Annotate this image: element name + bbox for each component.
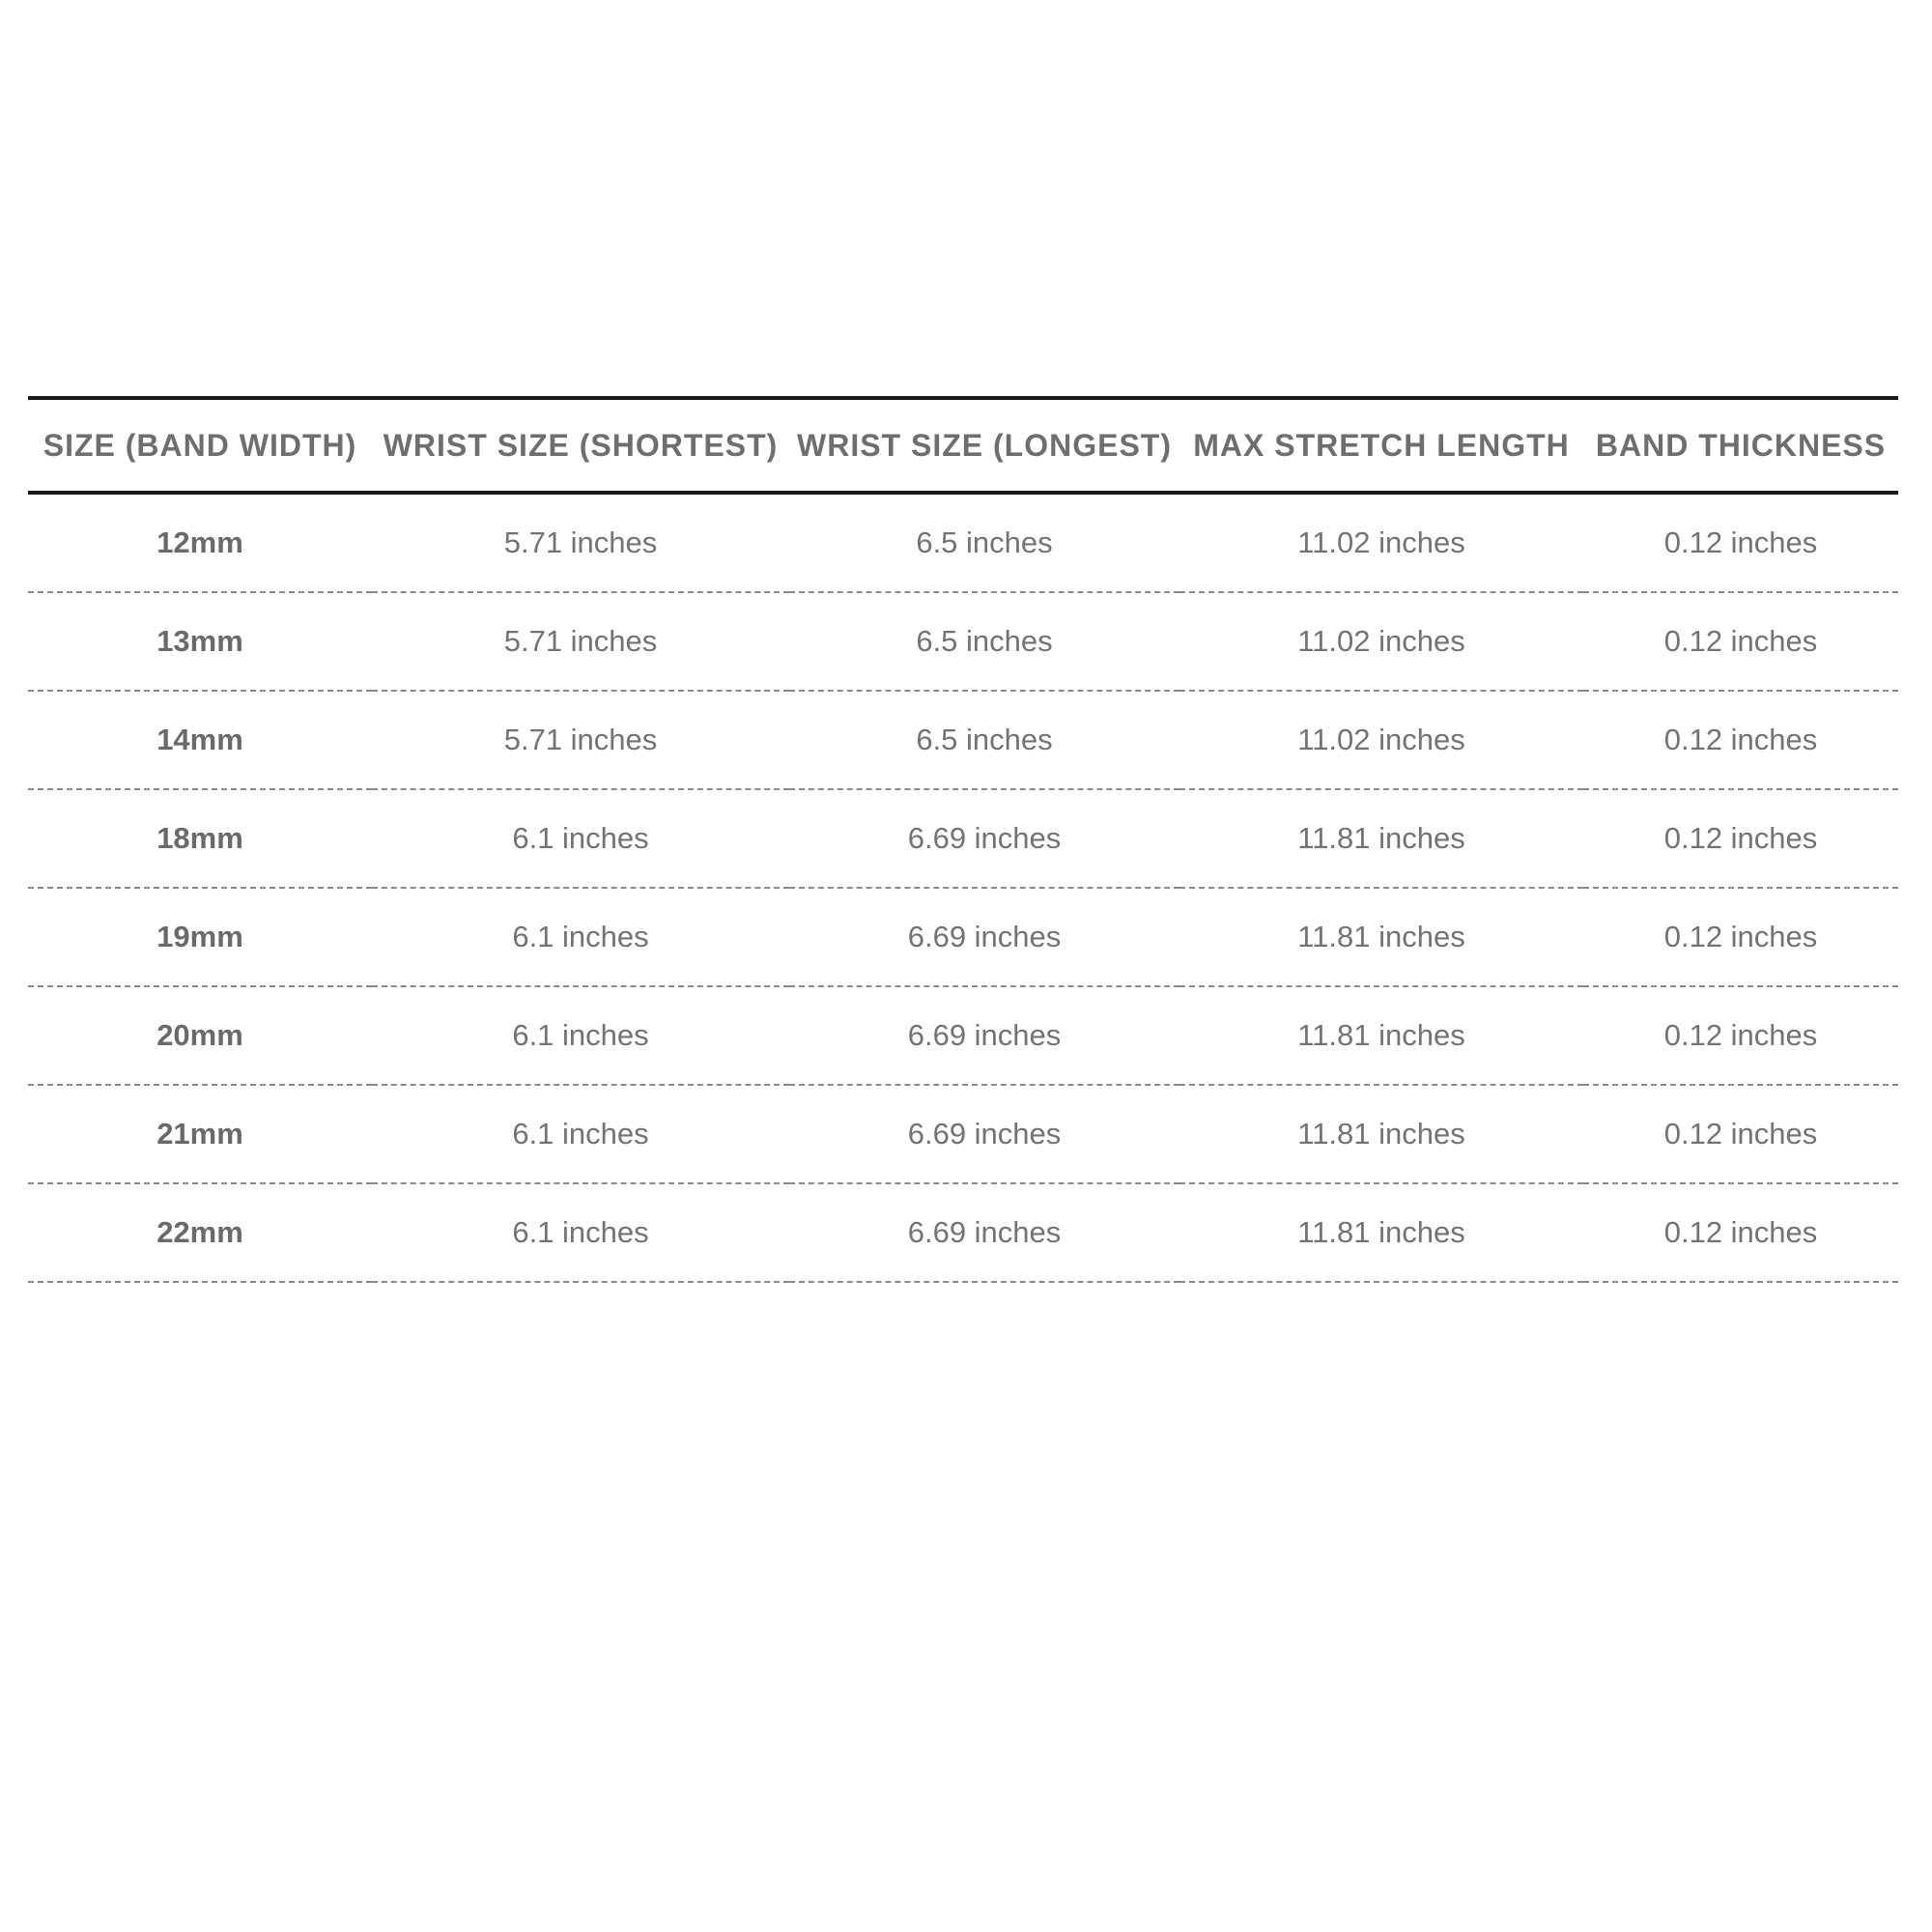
band-thickness-cell: 0.12 inches (1583, 1085, 1898, 1183)
table-row (28, 1183, 1898, 1282)
size-chart (28, 396, 1898, 1283)
size-cell: 18mm (28, 789, 372, 888)
table-row (28, 592, 1898, 691)
header-max-stretch-length: MAX STRETCH LENGTH (1193, 427, 1570, 463)
wrist-longest-cell: 6.5 inches (789, 592, 1179, 691)
wrist-longest-cell: 6.5 inches (789, 493, 1179, 592)
wrist-shortest-cell: 6.1 inches (372, 986, 789, 1085)
table-row (28, 691, 1898, 789)
header-wrist-size-shortest: WRIST SIZE (SHORTEST) (383, 427, 779, 463)
max-stretch-cell: 11.81 inches (1179, 1085, 1583, 1183)
max-stretch-cell: 11.02 inches (1179, 493, 1583, 592)
max-stretch-cell: 11.81 inches (1179, 888, 1583, 986)
size-cell: 14mm (28, 691, 372, 789)
wrist-longest-cell: 6.69 inches (789, 1085, 1179, 1183)
wrist-longest-cell: 6.69 inches (789, 789, 1179, 888)
wrist-longest-cell: 6.5 inches (789, 691, 1179, 789)
size-cell: 12mm (28, 493, 372, 592)
size-cell: 22mm (28, 1183, 372, 1282)
wrist-longest-cell: 6.69 inches (789, 1183, 1179, 1282)
table-header-row (28, 398, 1898, 493)
band-thickness-cell: 0.12 inches (1583, 986, 1898, 1085)
wrist-longest-cell: 6.69 inches (789, 986, 1179, 1085)
wrist-shortest-cell: 5.71 inches (372, 493, 789, 592)
band-thickness-cell: 0.12 inches (1583, 592, 1898, 691)
wrist-longest-cell: 6.69 inches (789, 888, 1179, 986)
band-thickness-cell: 0.12 inches (1583, 789, 1898, 888)
table-row (28, 789, 1898, 888)
band-thickness-cell: 0.12 inches (1583, 1183, 1898, 1282)
header-band-thickness: BAND THICKNESS (1595, 427, 1887, 463)
size-cell: 20mm (28, 986, 372, 1085)
max-stretch-cell: 11.02 inches (1179, 691, 1583, 789)
size-table (28, 396, 1898, 1283)
header-wrist-size-longest: WRIST SIZE (LONGEST) (797, 427, 1172, 463)
table-row (28, 888, 1898, 986)
table-row (28, 986, 1898, 1085)
wrist-shortest-cell: 6.1 inches (372, 1085, 789, 1183)
max-stretch-cell: 11.81 inches (1179, 986, 1583, 1085)
band-thickness-cell: 0.12 inches (1583, 691, 1898, 789)
wrist-shortest-cell: 6.1 inches (372, 888, 789, 986)
size-cell: 21mm (28, 1085, 372, 1183)
header-size-band-width: SIZE (BAND WIDTH) (43, 427, 357, 463)
max-stretch-cell: 11.81 inches (1179, 789, 1583, 888)
size-cell: 19mm (28, 888, 372, 986)
max-stretch-cell: 11.02 inches (1179, 592, 1583, 691)
band-thickness-cell: 0.12 inches (1583, 888, 1898, 986)
wrist-shortest-cell: 5.71 inches (372, 691, 789, 789)
max-stretch-cell: 11.81 inches (1179, 1183, 1583, 1282)
wrist-shortest-cell: 6.1 inches (372, 789, 789, 888)
table-row (28, 493, 1898, 592)
wrist-shortest-cell: 5.71 inches (372, 592, 789, 691)
table-row (28, 1085, 1898, 1183)
wrist-shortest-cell: 6.1 inches (372, 1183, 789, 1282)
band-thickness-cell: 0.12 inches (1583, 493, 1898, 592)
size-cell: 13mm (28, 592, 372, 691)
